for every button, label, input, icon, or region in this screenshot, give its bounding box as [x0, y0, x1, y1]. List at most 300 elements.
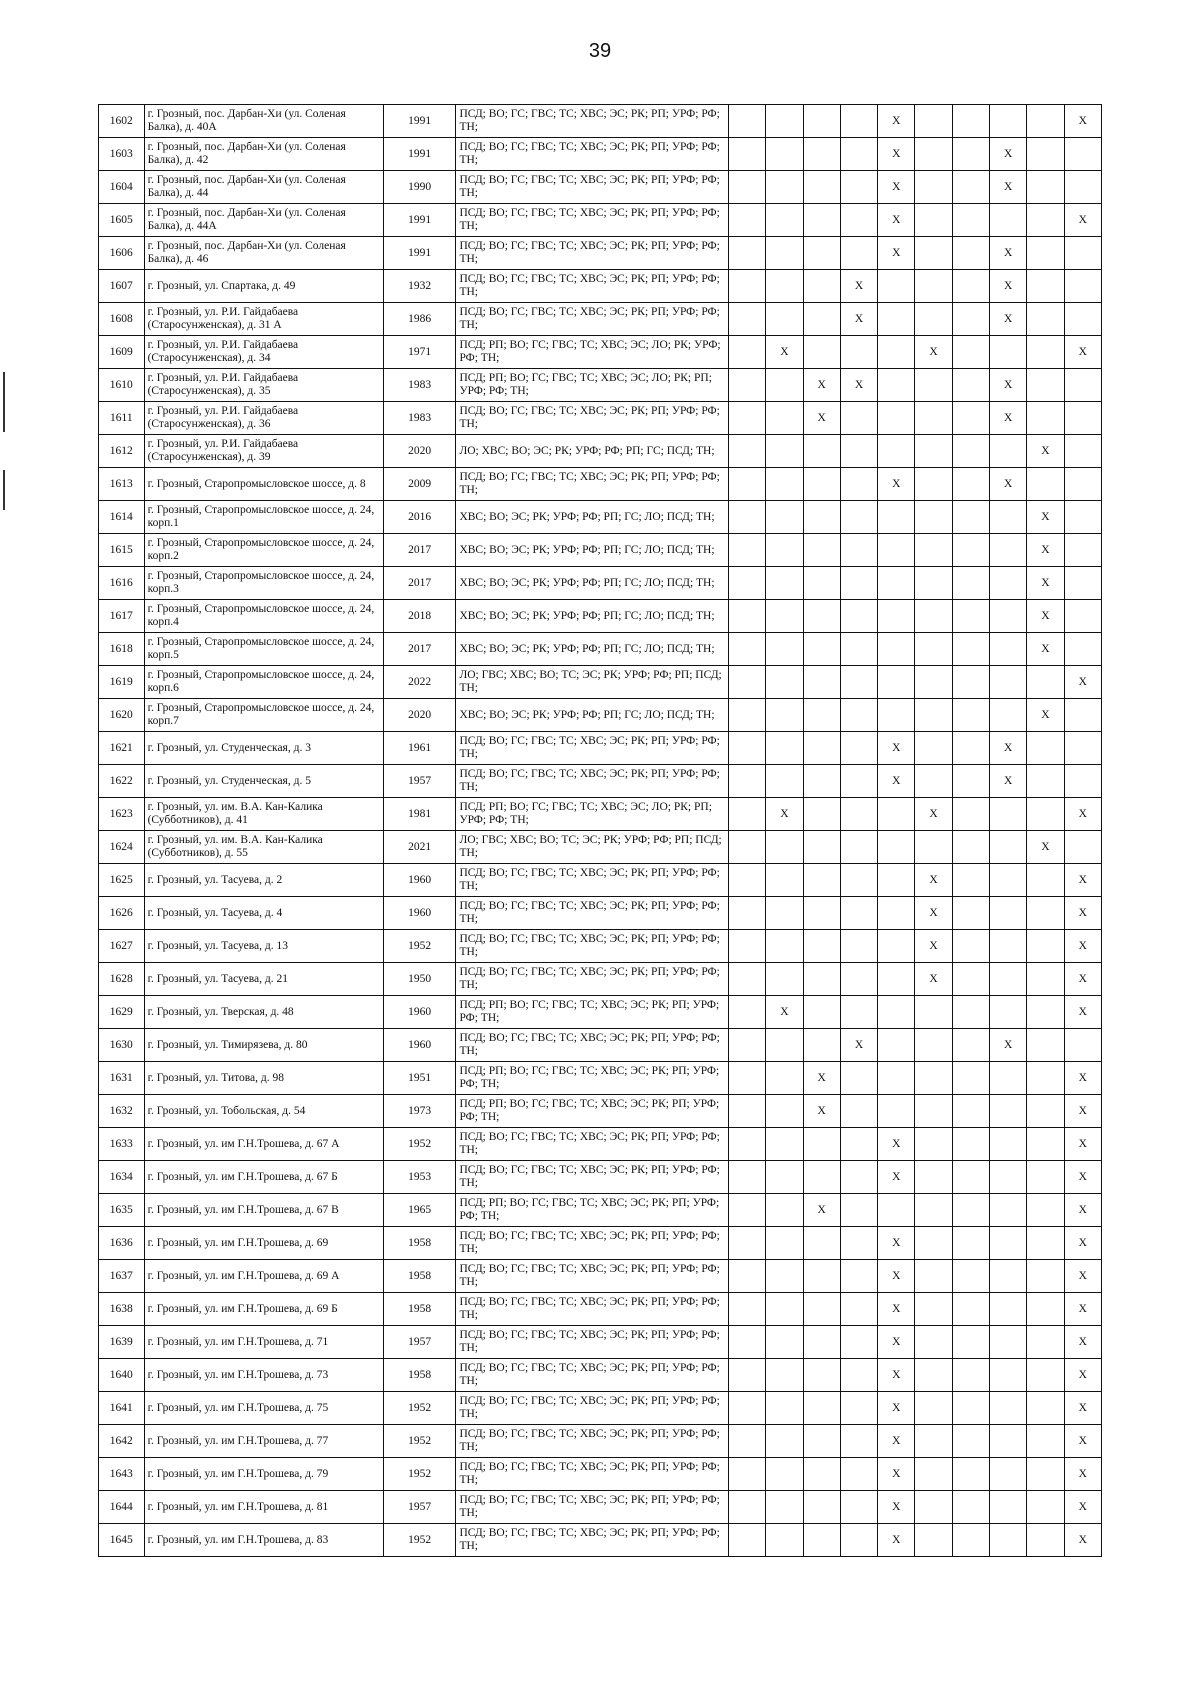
address-cell: г. Грозный, ул. им Г.Н.Трошева, д. 69 Б: [144, 1293, 383, 1326]
address-cell: г. Грозный, ул. им Г.Н.Трошева, д. 79: [144, 1458, 383, 1491]
mark-cell: [728, 138, 765, 171]
mark-cell: [803, 666, 840, 699]
year-cell: 2009: [383, 468, 456, 501]
mark-cell: [952, 798, 989, 831]
address-cell: г. Грозный, ул. Студенческая, д. 3: [144, 732, 383, 765]
mark-cell: [766, 105, 803, 138]
mark-cell: X: [915, 336, 952, 369]
year-cell: 1965: [383, 1194, 456, 1227]
year-cell: 1957: [383, 1491, 456, 1524]
row-number-cell: 1643: [99, 1458, 145, 1491]
address-cell: г. Грозный, ул. Тасуева, д. 21: [144, 963, 383, 996]
year-cell: 1973: [383, 1095, 456, 1128]
mark-cell: [1027, 138, 1064, 171]
year-cell: 1952: [383, 930, 456, 963]
table-row: [99, 1293, 1102, 1326]
mark-cell: [952, 1161, 989, 1194]
address-cell: г. Грозный, ул. им. В.А. Кан-Калика (Субботников), д. 55: [144, 831, 383, 864]
table-row: [99, 501, 1102, 534]
mark-cell: X: [1064, 1326, 1101, 1359]
mark-cell: [915, 996, 952, 1029]
mark-cell: [728, 237, 765, 270]
address-cell: г. Грозный, ул. Студенческая, д. 5: [144, 765, 383, 798]
mark-cell: [1064, 138, 1101, 171]
row-number-cell: 1628: [99, 963, 145, 996]
year-cell: 1960: [383, 996, 456, 1029]
services-cell: ПСД; ВО; ГС; ГВС; ТС; ХВС; ЭС; РК; РП; УРФ; РФ; ТН;: [456, 1029, 729, 1062]
mark-cell: X: [878, 1227, 915, 1260]
mark-cell: [1027, 237, 1064, 270]
mark-cell: [840, 699, 877, 732]
mark-cell: [1027, 1425, 1064, 1458]
table-row: [99, 468, 1102, 501]
mark-cell: [766, 402, 803, 435]
mark-cell: [990, 1359, 1027, 1392]
mark-cell: [1027, 930, 1064, 963]
mark-cell: [915, 1458, 952, 1491]
year-cell: 1952: [383, 1425, 456, 1458]
mark-cell: [1027, 204, 1064, 237]
address-cell: г. Грозный, ул. им Г.Н.Трошева, д. 67 А: [144, 1128, 383, 1161]
mark-cell: [915, 765, 952, 798]
mark-cell: [803, 1326, 840, 1359]
mark-cell: [803, 1293, 840, 1326]
row-number-cell: 1637: [99, 1260, 145, 1293]
mark-cell: [990, 336, 1027, 369]
mark-cell: [1064, 699, 1101, 732]
mark-cell: [728, 633, 765, 666]
table-row: [99, 402, 1102, 435]
services-cell: ХВС; ВО; ЭС; РК; УРФ; РФ; РП; ГС; ЛО; ПСД; ТН;: [456, 567, 729, 600]
table-row: [99, 765, 1102, 798]
table-row: [99, 897, 1102, 930]
services-cell: ПСД; РП; ВО; ГС; ГВС; ТС; ХВС; ЭС; РК; РП; УРФ; РФ; ТН;: [456, 1062, 729, 1095]
mark-cell: X: [766, 336, 803, 369]
mark-cell: [915, 402, 952, 435]
mark-cell: [952, 567, 989, 600]
table-row: [99, 666, 1102, 699]
table-row: [99, 1260, 1102, 1293]
mark-cell: [1064, 303, 1101, 336]
row-number-cell: 1613: [99, 468, 145, 501]
mark-cell: [1027, 765, 1064, 798]
table-row: [99, 105, 1102, 138]
year-cell: 1961: [383, 732, 456, 765]
mark-cell: [952, 963, 989, 996]
mark-cell: [878, 600, 915, 633]
address-cell: г. Грозный, пос. Дарбан-Хи (ул. Соленая Балка), д. 44А: [144, 204, 383, 237]
mark-cell: [728, 1458, 765, 1491]
mark-cell: [766, 1293, 803, 1326]
mark-cell: [1064, 435, 1101, 468]
table-row: [99, 237, 1102, 270]
mark-cell: [803, 930, 840, 963]
mark-cell: [803, 600, 840, 633]
address-cell: г. Грозный, пос. Дарбан-Хи (ул. Соленая Балка), д. 46: [144, 237, 383, 270]
table-row: [99, 1392, 1102, 1425]
year-cell: 1952: [383, 1128, 456, 1161]
services-cell: ХВС; ВО; ЭС; РК; УРФ; РФ; РП; ГС; ЛО; ПСД; ТН;: [456, 534, 729, 567]
year-cell: 2016: [383, 501, 456, 534]
mark-cell: [1064, 732, 1101, 765]
mark-cell: X: [1064, 105, 1101, 138]
mark-cell: [728, 270, 765, 303]
mark-cell: X: [990, 237, 1027, 270]
mark-cell: X: [878, 1524, 915, 1557]
mark-cell: [840, 1425, 877, 1458]
mark-cell: [840, 1458, 877, 1491]
mark-cell: [1027, 1128, 1064, 1161]
mark-cell: [1027, 369, 1064, 402]
mark-cell: [766, 567, 803, 600]
address-cell: г. Грозный, ул. Р.И. Гайдабаева (Старосунженская), д. 36: [144, 402, 383, 435]
mark-cell: [803, 732, 840, 765]
mark-cell: [990, 897, 1027, 930]
mark-cell: [878, 270, 915, 303]
mark-cell: [952, 1491, 989, 1524]
row-number-cell: 1632: [99, 1095, 145, 1128]
mark-cell: X: [1027, 435, 1064, 468]
mark-cell: [1064, 237, 1101, 270]
row-number-cell: 1634: [99, 1161, 145, 1194]
row-number-cell: 1630: [99, 1029, 145, 1062]
mark-cell: [840, 666, 877, 699]
mark-cell: [990, 1326, 1027, 1359]
mark-cell: [1064, 765, 1101, 798]
mark-cell: [766, 303, 803, 336]
table-row: [99, 798, 1102, 831]
mark-cell: X: [1064, 996, 1101, 1029]
services-cell: ХВС; ВО; ЭС; РК; УРФ; РФ; РП; ГС; ЛО; ПСД; ТН;: [456, 501, 729, 534]
mark-cell: [990, 864, 1027, 897]
mark-cell: [840, 1491, 877, 1524]
row-number-cell: 1622: [99, 765, 145, 798]
mark-cell: [766, 930, 803, 963]
services-cell: ПСД; ВО; ГС; ГВС; ТС; ХВС; ЭС; РК; РП; УРФ; РФ; ТН;: [456, 204, 729, 237]
mark-cell: [915, 1161, 952, 1194]
mark-cell: [840, 732, 877, 765]
row-number-cell: 1641: [99, 1392, 145, 1425]
mark-cell: [990, 204, 1027, 237]
table-row: [99, 930, 1102, 963]
row-number-cell: 1623: [99, 798, 145, 831]
mark-cell: [1064, 171, 1101, 204]
mark-cell: [728, 996, 765, 1029]
mark-cell: [1027, 1029, 1064, 1062]
table-row: [99, 270, 1102, 303]
address-cell: г. Грозный, ул. Титова, д. 98: [144, 1062, 383, 1095]
mark-cell: [840, 798, 877, 831]
row-number-cell: 1611: [99, 402, 145, 435]
address-cell: г. Грозный, ул. им Г.Н.Трошева, д. 67 В: [144, 1194, 383, 1227]
address-cell: г. Грозный, Старопромысловское шоссе, д. 24, корп.4: [144, 600, 383, 633]
mark-cell: [915, 1359, 952, 1392]
mark-cell: [803, 1392, 840, 1425]
year-cell: 1983: [383, 369, 456, 402]
address-cell: г. Грозный, ул. Тасуева, д. 2: [144, 864, 383, 897]
mark-cell: [915, 303, 952, 336]
mark-cell: X: [878, 1128, 915, 1161]
mark-cell: [952, 732, 989, 765]
row-number-cell: 1631: [99, 1062, 145, 1095]
mark-cell: X: [1064, 930, 1101, 963]
table-row: [99, 600, 1102, 633]
mark-cell: [990, 699, 1027, 732]
row-number-cell: 1639: [99, 1326, 145, 1359]
row-number-cell: 1610: [99, 369, 145, 402]
year-cell: 2017: [383, 633, 456, 666]
mark-cell: [728, 369, 765, 402]
services-cell: ПСД; ВО; ГС; ГВС; ТС; ХВС; ЭС; РК; РП; УРФ; РФ; ТН;: [456, 237, 729, 270]
mark-cell: [990, 435, 1027, 468]
mark-cell: [952, 600, 989, 633]
mark-cell: [990, 1293, 1027, 1326]
mark-cell: [728, 765, 765, 798]
row-number-cell: 1629: [99, 996, 145, 1029]
mark-cell: [952, 171, 989, 204]
mark-cell: [990, 1392, 1027, 1425]
services-cell: ПСД; ВО; ГС; ГВС; ТС; ХВС; ЭС; РК; РП; УРФ; РФ; ТН;: [456, 1128, 729, 1161]
table-row: [99, 996, 1102, 1029]
mark-cell: X: [915, 930, 952, 963]
row-number-cell: 1614: [99, 501, 145, 534]
row-number-cell: 1638: [99, 1293, 145, 1326]
mark-cell: [878, 666, 915, 699]
mark-cell: [915, 468, 952, 501]
mark-cell: [990, 930, 1027, 963]
mark-cell: [840, 1359, 877, 1392]
row-number-cell: 1603: [99, 138, 145, 171]
mark-cell: [840, 237, 877, 270]
mark-cell: X: [803, 1194, 840, 1227]
mark-cell: [840, 1524, 877, 1557]
mark-cell: [915, 501, 952, 534]
mark-cell: [728, 732, 765, 765]
row-number-cell: 1625: [99, 864, 145, 897]
address-cell: г. Грозный, ул. Спартака, д. 49: [144, 270, 383, 303]
mark-cell: [1027, 1095, 1064, 1128]
mark-cell: [990, 105, 1027, 138]
housing-registry-table: [98, 104, 1102, 1557]
mark-cell: [990, 567, 1027, 600]
mark-cell: [915, 567, 952, 600]
year-cell: 1957: [383, 765, 456, 798]
services-cell: ПСД; ВО; ГС; ГВС; ТС; ХВС; ЭС; РК; РП; УРФ; РФ; ТН;: [456, 930, 729, 963]
year-cell: 2017: [383, 567, 456, 600]
mark-cell: [952, 1227, 989, 1260]
mark-cell: X: [803, 1062, 840, 1095]
mark-cell: [915, 1062, 952, 1095]
mark-cell: [915, 1425, 952, 1458]
mark-cell: [728, 1029, 765, 1062]
mark-cell: [766, 1095, 803, 1128]
mark-cell: [766, 699, 803, 732]
mark-cell: [803, 1458, 840, 1491]
row-number-cell: 1617: [99, 600, 145, 633]
year-cell: 2020: [383, 435, 456, 468]
mark-cell: X: [915, 963, 952, 996]
mark-cell: [728, 1524, 765, 1557]
mark-cell: [952, 1293, 989, 1326]
mark-cell: X: [1064, 1524, 1101, 1557]
row-number-cell: 1605: [99, 204, 145, 237]
mark-cell: [1064, 270, 1101, 303]
mark-cell: [840, 468, 877, 501]
mark-cell: [915, 534, 952, 567]
mark-cell: X: [1064, 1062, 1101, 1095]
services-cell: ПСД; ВО; ГС; ГВС; ТС; ХВС; ЭС; РК; РП; УРФ; РФ; ТН;: [456, 1491, 729, 1524]
mark-cell: X: [878, 732, 915, 765]
mark-cell: [766, 270, 803, 303]
mark-cell: [766, 1425, 803, 1458]
year-cell: 1991: [383, 204, 456, 237]
mark-cell: [952, 1095, 989, 1128]
mark-cell: X: [1064, 336, 1101, 369]
mark-cell: [803, 963, 840, 996]
mark-cell: X: [1027, 534, 1064, 567]
mark-cell: [728, 864, 765, 897]
mark-cell: [766, 1491, 803, 1524]
table-row: [99, 1194, 1102, 1227]
services-cell: ЛО; ГВС; ХВС; ВО; ТС; ЭС; РК; УРФ; РФ; РП; ПСД; ТН;: [456, 666, 729, 699]
mark-cell: [840, 138, 877, 171]
row-number-cell: 1606: [99, 237, 145, 270]
address-cell: г. Грозный, Старопромысловское шоссе, д. 24, корп.7: [144, 699, 383, 732]
row-number-cell: 1636: [99, 1227, 145, 1260]
mark-cell: [878, 303, 915, 336]
mark-cell: [803, 1128, 840, 1161]
mark-cell: [766, 171, 803, 204]
mark-cell: [952, 1425, 989, 1458]
mark-cell: [840, 105, 877, 138]
year-cell: 2020: [383, 699, 456, 732]
mark-cell: [1064, 1029, 1101, 1062]
mark-cell: [1027, 1524, 1064, 1557]
address-cell: г. Грозный, ул. им Г.Н.Трошева, д. 83: [144, 1524, 383, 1557]
mark-cell: [728, 1425, 765, 1458]
mark-cell: [915, 600, 952, 633]
mark-cell: [766, 138, 803, 171]
mark-cell: [766, 1326, 803, 1359]
services-cell: ПСД; ВО; ГС; ГВС; ТС; ХВС; ЭС; РК; РП; УРФ; РФ; ТН;: [456, 1524, 729, 1557]
mark-cell: [840, 1326, 877, 1359]
services-cell: ПСД; ВО; ГС; ГВС; ТС; ХВС; ЭС; РК; РП; УРФ; РФ; ТН;: [456, 1359, 729, 1392]
mark-cell: [840, 930, 877, 963]
mark-cell: [728, 1161, 765, 1194]
year-cell: 1986: [383, 303, 456, 336]
mark-cell: [952, 1458, 989, 1491]
services-cell: ПСД; ВО; ГС; ГВС; ТС; ХВС; ЭС; РК; РП; УРФ; РФ; ТН;: [456, 1260, 729, 1293]
mark-cell: X: [878, 138, 915, 171]
mark-cell: [952, 270, 989, 303]
mark-cell: [915, 1326, 952, 1359]
mark-cell: X: [915, 798, 952, 831]
mark-cell: [878, 996, 915, 1029]
mark-cell: X: [878, 204, 915, 237]
mark-cell: [766, 534, 803, 567]
mark-cell: [803, 831, 840, 864]
services-cell: ПСД; ВО; ГС; ГВС; ТС; ХВС; ЭС; РК; РП; УРФ; РФ; ТН;: [456, 138, 729, 171]
mark-cell: [728, 897, 765, 930]
mark-cell: [1064, 633, 1101, 666]
mark-cell: [1027, 1491, 1064, 1524]
mark-cell: [728, 567, 765, 600]
address-cell: г. Грозный, ул. Р.И. Гайдабаева (Старосунженская), д. 34: [144, 336, 383, 369]
address-cell: г. Грозный, ул. им Г.Н.Трошева, д. 67 Б: [144, 1161, 383, 1194]
table-row: [99, 171, 1102, 204]
mark-cell: [878, 336, 915, 369]
mark-cell: [840, 534, 877, 567]
address-cell: г. Грозный, ул. им Г.Н.Трошева, д. 73: [144, 1359, 383, 1392]
row-number-cell: 1616: [99, 567, 145, 600]
mark-cell: X: [840, 303, 877, 336]
mark-cell: [766, 600, 803, 633]
mark-cell: [990, 633, 1027, 666]
mark-cell: [728, 1260, 765, 1293]
mark-cell: [803, 138, 840, 171]
mark-cell: [990, 1227, 1027, 1260]
services-cell: ЛО; ХВС; ВО; ЭС; РК; УРФ; РФ; РП; ГС; ПСД; ТН;: [456, 435, 729, 468]
address-cell: г. Грозный, ул. им Г.Н.Трошева, д. 71: [144, 1326, 383, 1359]
mark-cell: [878, 930, 915, 963]
row-number-cell: 1619: [99, 666, 145, 699]
address-cell: г. Грозный, пос. Дарбан-Хи (ул. Соленая Балка), д. 42: [144, 138, 383, 171]
table-row: [99, 138, 1102, 171]
page-number: 39: [588, 40, 612, 62]
table-row: [99, 336, 1102, 369]
mark-cell: [803, 1491, 840, 1524]
table-row: [99, 369, 1102, 402]
row-number-cell: 1608: [99, 303, 145, 336]
mark-cell: [952, 666, 989, 699]
services-cell: ПСД; РП; ВО; ГС; ГВС; ТС; ХВС; ЭС; РК; РП; УРФ; РФ; ТН;: [456, 1095, 729, 1128]
mark-cell: [766, 1161, 803, 1194]
mark-cell: X: [803, 369, 840, 402]
table-row: [99, 1491, 1102, 1524]
services-cell: ПСД; ВО; ГС; ГВС; ТС; ХВС; ЭС; РК; РП; УРФ; РФ; ТН;: [456, 1425, 729, 1458]
table-row: [99, 1458, 1102, 1491]
mark-cell: [1027, 468, 1064, 501]
year-cell: 1960: [383, 897, 456, 930]
mark-cell: [766, 963, 803, 996]
mark-cell: [766, 864, 803, 897]
mark-cell: [990, 501, 1027, 534]
mark-cell: [952, 699, 989, 732]
year-cell: 1958: [383, 1260, 456, 1293]
mark-cell: [728, 963, 765, 996]
mark-cell: [1027, 1161, 1064, 1194]
mark-cell: [766, 1128, 803, 1161]
mark-cell: X: [878, 1326, 915, 1359]
address-cell: г. Грозный, Старопромысловское шоссе, д. 24, корп.2: [144, 534, 383, 567]
address-cell: г. Грозный, Старопромысловское шоссе, д. 24, корп.5: [144, 633, 383, 666]
mark-cell: [878, 798, 915, 831]
table-row: [99, 534, 1102, 567]
mark-cell: [990, 534, 1027, 567]
mark-cell: [1027, 1326, 1064, 1359]
mark-cell: [840, 1392, 877, 1425]
mark-cell: [728, 1359, 765, 1392]
mark-cell: [728, 171, 765, 204]
mark-cell: [1027, 732, 1064, 765]
mark-cell: [840, 171, 877, 204]
mark-cell: X: [1064, 1128, 1101, 1161]
address-cell: г. Грозный, ул. Тимирязева, д. 80: [144, 1029, 383, 1062]
address-cell: г. Грозный, ул. Р.И. Гайдабаева (Старосунженская), д. 39: [144, 435, 383, 468]
scan-margin-mark: [3, 470, 5, 510]
scan-margin-mark: [3, 372, 5, 432]
mark-cell: X: [915, 897, 952, 930]
